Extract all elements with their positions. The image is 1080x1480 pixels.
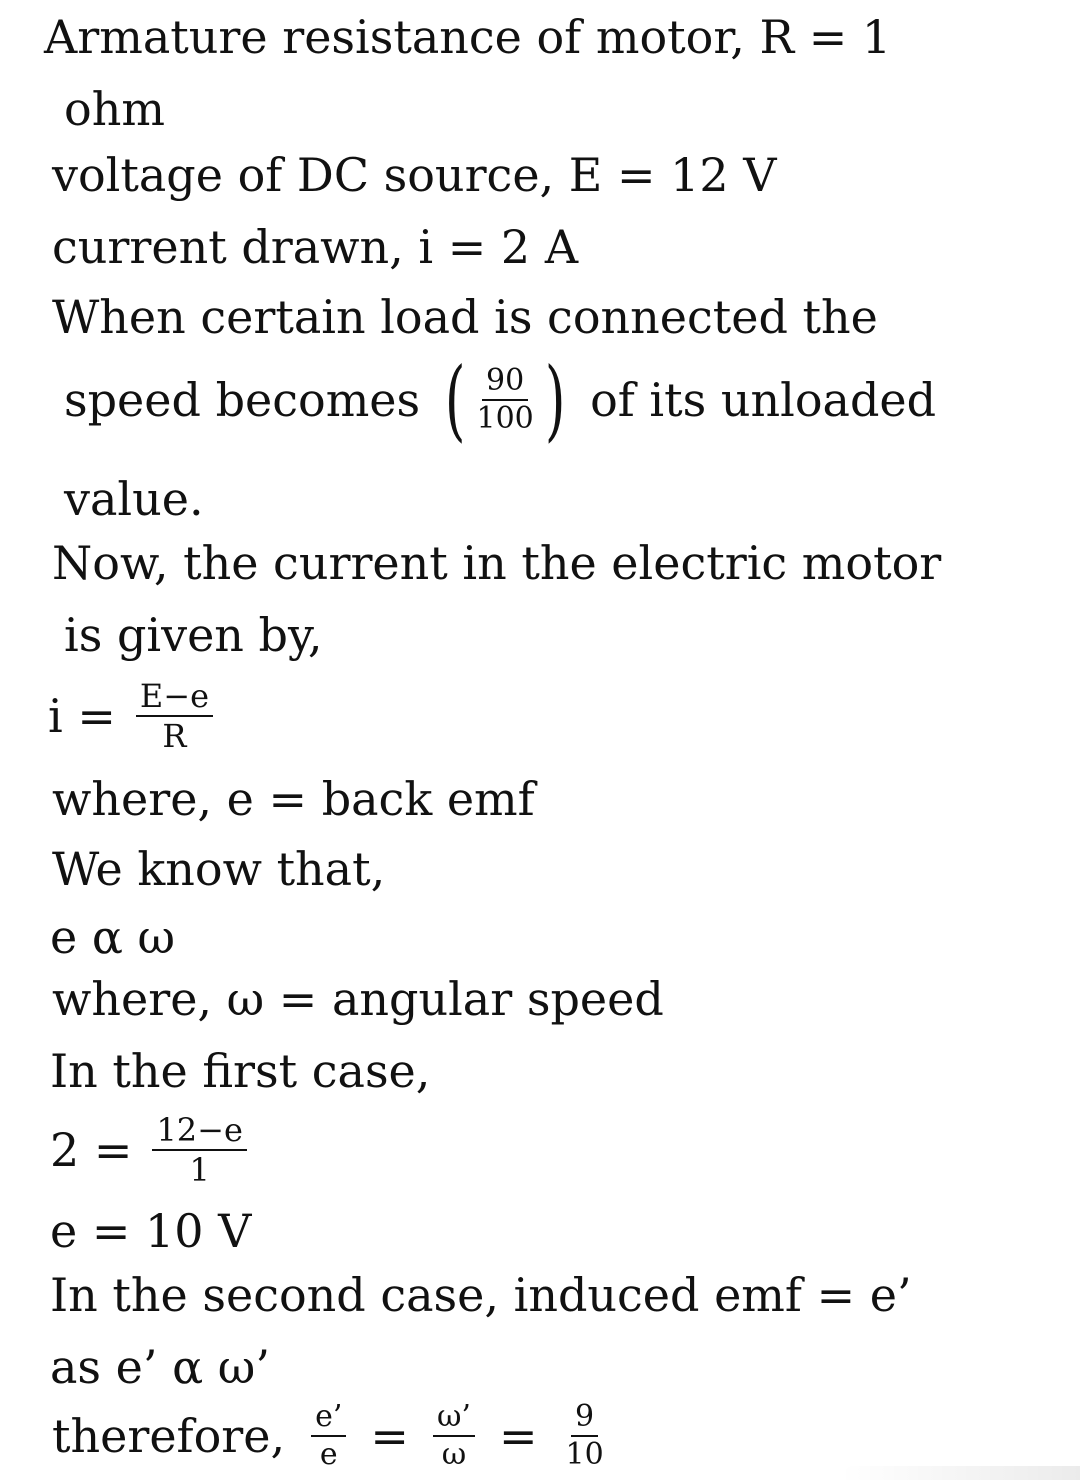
- first-case-fraction: [152, 1111, 246, 1189]
- nine-tenths-numerator: 9: [571, 1402, 598, 1437]
- equals-sign-2: =: [498, 1409, 538, 1463]
- given-by-line: is given by,: [64, 608, 323, 662]
- current-equation-lhs: i =: [48, 689, 116, 743]
- ratio-equation: [52, 1399, 608, 1472]
- first-case-numerator: 12−e: [152, 1114, 246, 1151]
- second-case-heading: In the second case, induced emf = e’: [50, 1268, 912, 1322]
- nine-tenths-fraction: [562, 1399, 608, 1472]
- speed-ratio-denominator: ω: [441, 1437, 467, 1472]
- back-emf-definition: where, e = back emf: [52, 772, 535, 826]
- current-equation-fraction: [136, 677, 213, 755]
- corner-shadow: [840, 1466, 1080, 1480]
- right-paren: ): [544, 348, 566, 451]
- given-voltage-line: voltage of DC source, E = 12 V: [52, 148, 777, 202]
- speed-ratio-numerator: ω’: [433, 1402, 475, 1437]
- angular-speed-definition: where, ω = angular speed: [52, 972, 664, 1026]
- emf-proportional-line: e α ω: [50, 910, 176, 964]
- given-resistance-line: Armature resistance of motor, R = 1: [44, 10, 892, 64]
- first-case-heading: In the first case,: [50, 1044, 431, 1098]
- speed-ratio-line: [64, 350, 936, 450]
- given-resistance-unit: ohm: [64, 82, 165, 136]
- we-know-line: We know that,: [52, 842, 386, 896]
- emf-result-line: e = 10 V: [50, 1204, 252, 1258]
- speed-ratio-fraction: [433, 1399, 475, 1472]
- current-equation-denominator: R: [162, 717, 187, 755]
- value-line: value.: [64, 472, 204, 526]
- emf-ratio-denominator: e: [319, 1437, 338, 1472]
- left-paren: (: [445, 348, 466, 451]
- current-equation: [48, 677, 213, 755]
- given-current-line: current drawn, i = 2 A: [52, 220, 579, 274]
- first-case-equation: [50, 1111, 247, 1189]
- speed-fraction-numerator: 90: [482, 366, 528, 401]
- speed-fraction: [472, 363, 537, 436]
- first-case-lhs: 2 =: [50, 1123, 133, 1177]
- emf-ratio-numerator: e’: [311, 1402, 346, 1437]
- load-condition-line: When certain load is connected the: [52, 290, 878, 344]
- current-intro-line: Now, the current in the electric motor: [52, 536, 942, 590]
- therefore-text: therefore,: [52, 1409, 286, 1463]
- nine-tenths-denominator: 10: [565, 1437, 604, 1472]
- current-equation-numerator: E−e: [136, 680, 213, 717]
- of-its-unloaded-text: of its unloaded: [590, 373, 937, 427]
- equals-sign-1: =: [370, 1409, 409, 1463]
- speed-becomes-text: speed becomes: [64, 373, 421, 427]
- emf-ratio-fraction: [311, 1399, 346, 1472]
- speed-fraction-denominator: 100: [476, 401, 534, 436]
- first-case-denominator: 1: [189, 1151, 210, 1189]
- second-case-proportional: as e’ α ω’: [50, 1340, 270, 1394]
